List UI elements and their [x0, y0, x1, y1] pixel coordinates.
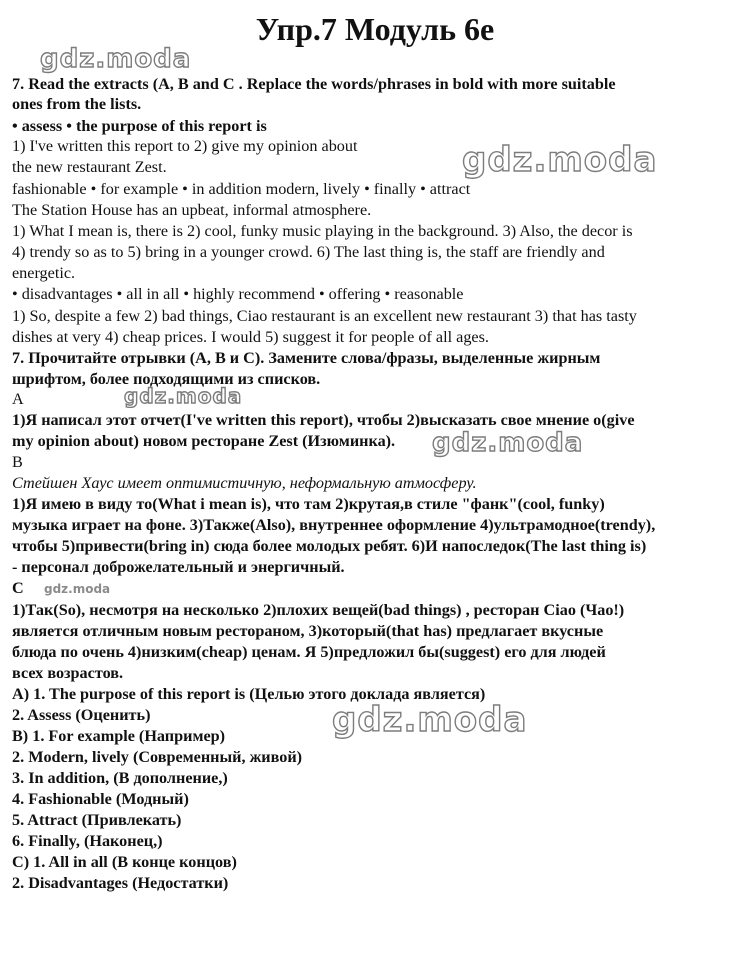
task-line: 7. Прочитайте отрывки (А, В и С). Замените слова/фразы, выделенные жирным [12, 349, 601, 367]
text-line: energetic. [12, 264, 76, 282]
section-label: B [12, 453, 23, 471]
answer-line: 6. Finally, (Наконец,) [12, 832, 163, 850]
answer-line: 2. Disadvantages (Недостатки) [12, 874, 229, 892]
translation-line: - персонал доброжелательный и энергичный. [12, 558, 345, 576]
answer-line: A) 1. The purpose of this report is (Целью этого доклада является) [12, 685, 486, 703]
word-list: • disadvantages • all in all • highly recommend • offering • reasonable [12, 285, 464, 303]
translation-line: Стейшен Хаус имеет оптимистичную, неформальную атмосферу. [12, 474, 477, 492]
translation-line: 1)Я написал этот отчет(I've written this report), чтобы 2)высказать свое мнение о(give [12, 411, 635, 429]
text-line: 1) What I mean is, there is 2) cool, funky music playing in the background. 3) Also, the decor is [12, 222, 633, 240]
page-title: Упр.7 Модуль 6е [255, 11, 495, 47]
watermark: gdz.moda [462, 140, 658, 180]
answer-line: 3. In addition, (В дополнение,) [12, 769, 228, 787]
answer-line: 2. Assess (Оценить) [12, 706, 151, 724]
translation-line: my opinion about) новом ресторане Zest (Изюминка). [12, 432, 396, 450]
translation-line: является отличным новым рестораном, 3)который(that has) предлагает вкусные [12, 622, 604, 640]
answer-line: C) 1. All in all (В конце концов) [12, 853, 237, 871]
watermark: gdz.moda [432, 428, 584, 458]
translation-line: блюда по очень 4)низким(cheap) ценам. Я 5)предложил бы(suggest) его для людей [12, 643, 606, 661]
translation-line: всех возрастов. [12, 664, 124, 682]
section-label: A [12, 390, 24, 408]
word-list: fashionable • for example • in addition modern, lively • finally • attract [12, 180, 471, 198]
section-label: C [12, 579, 24, 597]
watermark: gdz.moda [44, 582, 111, 596]
text-line: the new restaurant Zest. [12, 158, 167, 176]
translation-line: 1)Так(So), несмотря на несколько 2)плохих вещей(bad things) , ресторан Ciao (Чао!) [12, 601, 625, 619]
watermark: gdz.moda [40, 44, 192, 74]
answer-line: 2. Modern, lively (Современный, живой) [12, 748, 303, 766]
text-line: 1) So, despite a few 2) bad things, Ciao restaurant is an excellent new restaurant 3) that has tasty [12, 307, 637, 325]
answer-line: 5. Attract (Привлекать) [12, 811, 182, 829]
task-line: шрифтом, более подходящими из списков. [12, 370, 321, 388]
task-line: ones from the lists. [12, 95, 142, 113]
watermark: gdz.moda [332, 700, 528, 740]
text-line: dishes at very 4) cheap prices. I would 5) suggest it for people of all ages. [12, 328, 489, 346]
translation-line: музыка играет на фоне. 3)Также(Also), внутреннее оформление 4)ультрамодное(trendy), [12, 516, 656, 534]
answer-line: 4. Fashionable (Модный) [12, 790, 189, 808]
text-line: The Station House has an upbeat, informal atmosphere. [12, 201, 372, 219]
watermark: gdz.moda [124, 384, 243, 408]
translation-line: 1)Я имею в виду то(What i mean is), что там 2)крутая,в стиле "фанк"(cool, funky) [12, 495, 605, 513]
word-list: • assess • the purpose of this report is [12, 117, 267, 135]
answer-line: B) 1. For example (Например) [12, 727, 226, 745]
translation-line: чтобы 5)привести(bring in) сюда более молодых ребят. 6)И напоследок(The last thing is) [12, 537, 647, 555]
text-line: 1) I've written this report to 2) give my opinion about [12, 137, 358, 155]
task-line: 7. Read the extracts (A, B and C . Replace the words/phrases in bold with more suitable [12, 75, 616, 93]
text-line: 4) trendy so as to 5) bring in a younger crowd. 6) The last thing is, the staff are friendly and [12, 243, 605, 261]
